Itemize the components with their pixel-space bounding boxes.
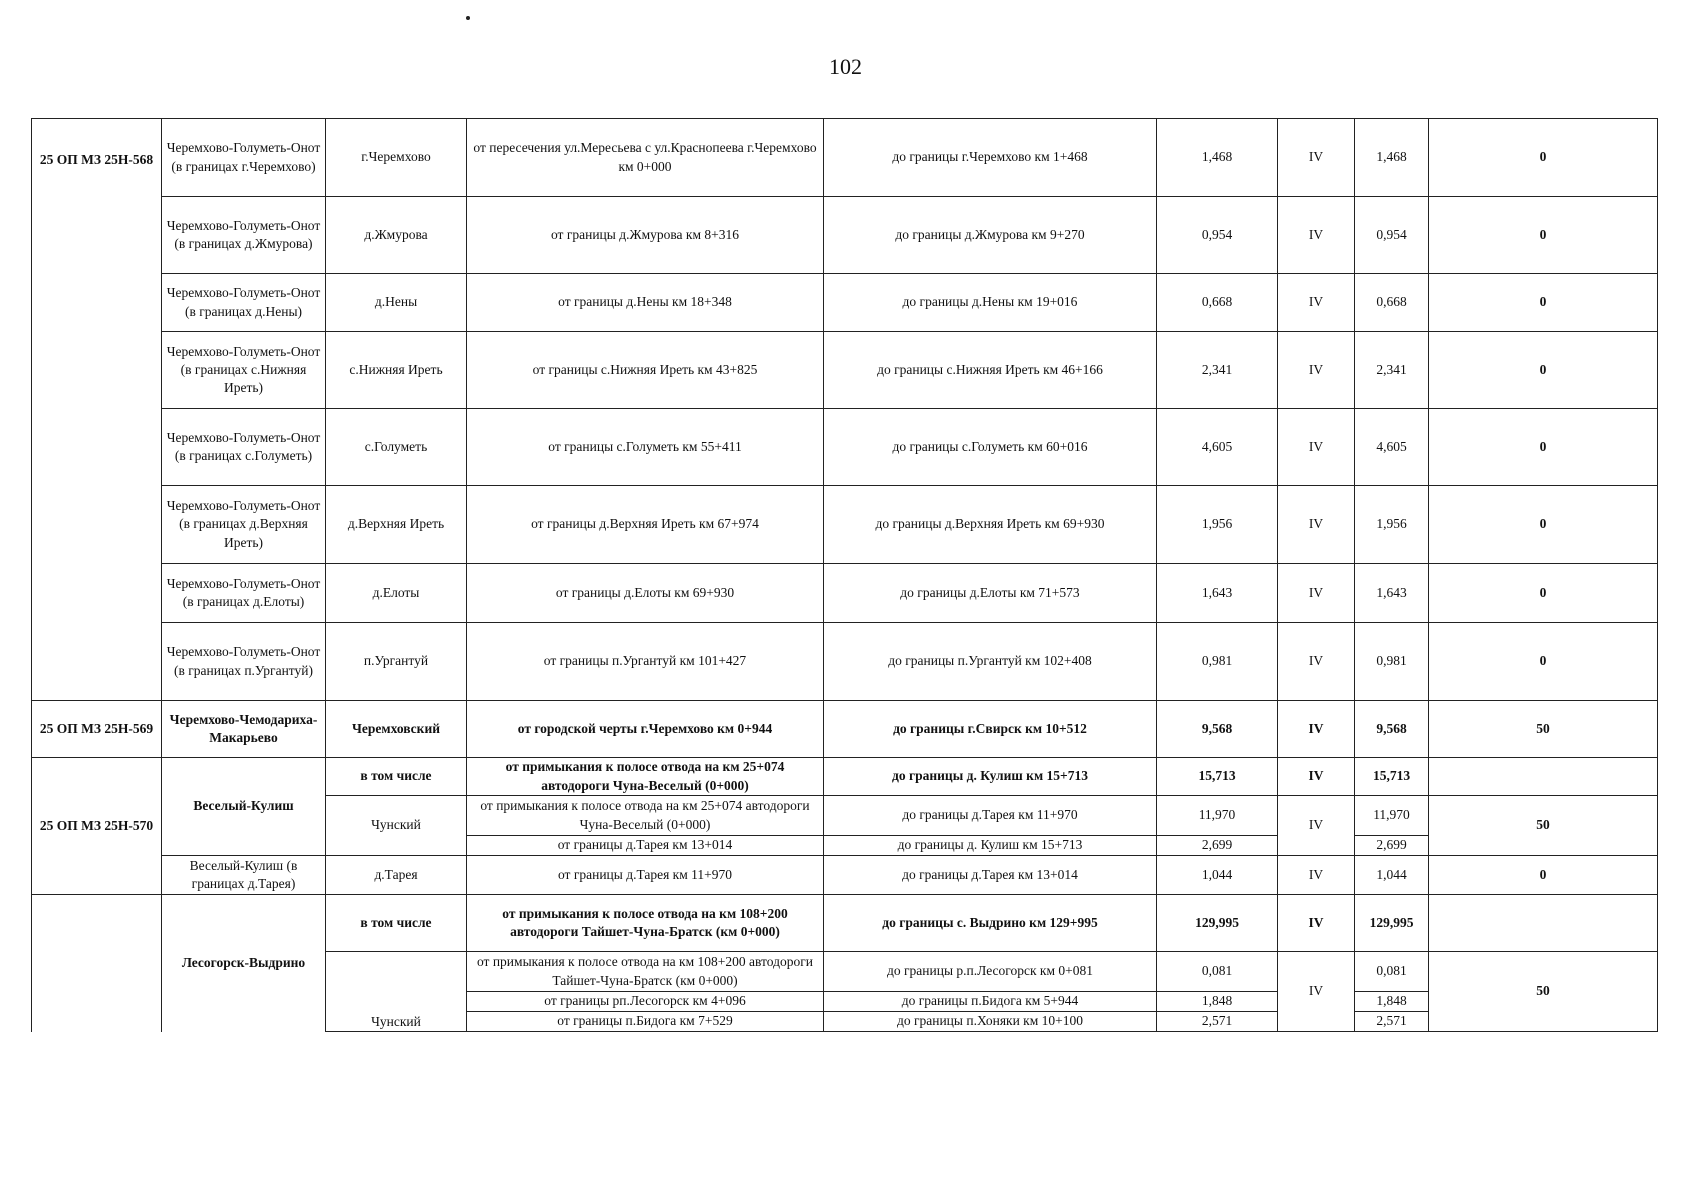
- segment-to: до границы д.Нены км 19+016: [824, 274, 1157, 332]
- segment-from: от пересечения ул.Мересьева с ул.Краснопеева г.Черемхово км 0+000: [467, 119, 824, 197]
- road-name: Черемхово-Голуметь-Онот (в границах г.Черемхово): [162, 119, 326, 197]
- table-row: [32, 758, 1658, 796]
- segment-from: от границы д.Тарея км 11+970: [467, 856, 824, 895]
- length-km: 2,571: [1157, 1012, 1278, 1032]
- surface-length: 4,605: [1355, 409, 1429, 486]
- surface-length: 1,643: [1355, 564, 1429, 623]
- segment-to: до границы д.Верхняя Иреть км 69+930: [824, 486, 1157, 564]
- length-km: 0,668: [1157, 274, 1278, 332]
- table-row: [32, 564, 1658, 623]
- segment-to: до границы с. Выдрино км 129+995: [824, 895, 1157, 952]
- surface-length: 1,468: [1355, 119, 1429, 197]
- segment-to: до границы п.Хоняки км 10+100: [824, 1012, 1157, 1032]
- surface-length: 1,044: [1355, 856, 1429, 895]
- other-value: 0: [1429, 623, 1658, 701]
- segment-to: до границы д.Тарея км 11+970: [824, 796, 1157, 836]
- district: Чунский: [326, 796, 467, 856]
- segment-from: от границы рп.Лесогорск км 4+096: [467, 992, 824, 1012]
- segment-from: от границы д.Жмурова км 8+316: [467, 197, 824, 274]
- length-km: 4,605: [1157, 409, 1278, 486]
- surface-length: 0,981: [1355, 623, 1429, 701]
- segment-to: до границы с.Нижняя Иреть км 46+166: [824, 332, 1157, 409]
- table-row: [32, 332, 1658, 409]
- surface-length: 2,699: [1355, 836, 1429, 856]
- table-row: [32, 409, 1658, 486]
- road-code: [32, 895, 162, 1032]
- roads-table: [31, 118, 1658, 1032]
- length-km: 1,848: [1157, 992, 1278, 1012]
- road-code: 25 ОП МЗ 25Н-569: [32, 701, 162, 758]
- segment-to: до границы д.Тарея км 13+014: [824, 856, 1157, 895]
- other-value: 50: [1429, 796, 1658, 856]
- road-category: IV: [1278, 564, 1355, 623]
- road-name: Черемхово-Голуметь-Онот (в границах с.Голуметь): [162, 409, 326, 486]
- length-km: 0,954: [1157, 197, 1278, 274]
- road-category: IV: [1278, 895, 1355, 952]
- road-category: IV: [1278, 758, 1355, 796]
- other-value: [1429, 758, 1658, 796]
- road-category: IV: [1278, 796, 1355, 856]
- other-value: 0: [1429, 274, 1658, 332]
- surface-length: 15,713: [1355, 758, 1429, 796]
- road-code: 25 ОП МЗ 25Н-570: [32, 758, 162, 895]
- table-row: [32, 197, 1658, 274]
- road-category: IV: [1278, 486, 1355, 564]
- segment-from: от границы д.Нены км 18+348: [467, 274, 824, 332]
- other-value: 0: [1429, 197, 1658, 274]
- length-km: 129,995: [1157, 895, 1278, 952]
- length-km: 9,568: [1157, 701, 1278, 758]
- segment-from: от границы п.Ургантуй км 101+427: [467, 623, 824, 701]
- segment-from: от границы п.Бидога км 7+529: [467, 1012, 824, 1032]
- segment-from: от примыкания к полосе отвода на км 108+200 автодороги Тайшет-Чуна-Братск (км 0+000): [467, 952, 824, 992]
- length-km: 2,699: [1157, 836, 1278, 856]
- other-value: 0: [1429, 564, 1658, 623]
- other-value: 0: [1429, 486, 1658, 564]
- length-km: 1,044: [1157, 856, 1278, 895]
- district: п.Ургантуй: [326, 623, 467, 701]
- segment-to: до границы д.Жмурова км 9+270: [824, 197, 1157, 274]
- road-name: Черемхово-Голуметь-Онот (в границах д.Жмурова): [162, 197, 326, 274]
- road-name: Черемхово-Голуметь-Онот (в границах д.Нены): [162, 274, 326, 332]
- segment-from: от границы с.Нижняя Иреть км 43+825: [467, 332, 824, 409]
- road-category: IV: [1278, 952, 1355, 1032]
- road-category: IV: [1278, 701, 1355, 758]
- surface-length: 0,954: [1355, 197, 1429, 274]
- surface-length: 2,571: [1355, 1012, 1429, 1032]
- segment-to: до границы д. Кулиш км 15+713: [824, 758, 1157, 796]
- segment-from: от примыкания к полосе отвода на км 25+074 автодороги Чуна-Веселый (0+000): [467, 796, 824, 836]
- other-value: 0: [1429, 332, 1658, 409]
- road-category: IV: [1278, 119, 1355, 197]
- length-km: 1,956: [1157, 486, 1278, 564]
- scan-speck: [466, 16, 470, 20]
- surface-length: 0,081: [1355, 952, 1429, 992]
- district: д.Нены: [326, 274, 467, 332]
- other-value: 50: [1429, 701, 1658, 758]
- segment-to: до границы г.Свирск км 10+512: [824, 701, 1157, 758]
- district: Черемховский: [326, 701, 467, 758]
- table-row: [32, 274, 1658, 332]
- road-category: IV: [1278, 856, 1355, 895]
- surface-length: 11,970: [1355, 796, 1429, 836]
- page-number: 102: [829, 54, 862, 79]
- surface-length: 9,568: [1355, 701, 1429, 758]
- road-name: Черемхово-Голуметь-Онот (в границах п.Ургантуй): [162, 623, 326, 701]
- district: д.Жмурова: [326, 197, 467, 274]
- road-name: Черемхово-Голуметь-Онот (в границах д.Верхняя Иреть): [162, 486, 326, 564]
- segment-to: до границы п.Ургантуй км 102+408: [824, 623, 1157, 701]
- other-value: 0: [1429, 856, 1658, 895]
- road-name: Веселый-Кулиш (в границах д.Тарея): [162, 856, 326, 895]
- other-value: 50: [1429, 952, 1658, 1032]
- length-km: 11,970: [1157, 796, 1278, 836]
- segment-to: до границы г.Черемхово км 1+468: [824, 119, 1157, 197]
- length-km: 0,081: [1157, 952, 1278, 992]
- surface-length: 2,341: [1355, 332, 1429, 409]
- segment-from: от примыкания к полосе отвода на км 108+200 автодороги Тайшет-Чуна-Братск (км 0+000): [467, 895, 824, 952]
- road-name: Черемхово-Чемодариха-Макарьево: [162, 701, 326, 758]
- road-name: Веселый-Кулиш: [162, 758, 326, 856]
- other-value: 0: [1429, 409, 1658, 486]
- surface-length: 1,956: [1355, 486, 1429, 564]
- road-category: IV: [1278, 197, 1355, 274]
- road-category: IV: [1278, 623, 1355, 701]
- table-row: [32, 895, 1658, 952]
- surface-length: 1,848: [1355, 992, 1429, 1012]
- district: в том числе: [326, 758, 467, 796]
- district: Чунский: [326, 952, 467, 1032]
- length-km: 0,981: [1157, 623, 1278, 701]
- road-category: IV: [1278, 332, 1355, 409]
- district: г.Черемхово: [326, 119, 467, 197]
- district: с.Голуметь: [326, 409, 467, 486]
- district: д.Тарея: [326, 856, 467, 895]
- segment-from: от границы д.Тарея км 13+014: [467, 836, 824, 856]
- segment-from: от городской черты г.Черемхово км 0+944: [467, 701, 824, 758]
- length-km: 2,341: [1157, 332, 1278, 409]
- segment-from: от границы д.Елоты км 69+930: [467, 564, 824, 623]
- length-km: 15,713: [1157, 758, 1278, 796]
- segment-to: до границы д. Кулиш км 15+713: [824, 836, 1157, 856]
- length-km: 1,468: [1157, 119, 1278, 197]
- segment-to: до границы п.Бидога км 5+944: [824, 992, 1157, 1012]
- length-km: 1,643: [1157, 564, 1278, 623]
- road-name: Лесогорск-Выдрино: [162, 895, 326, 1032]
- district: д.Елоты: [326, 564, 467, 623]
- segment-from: от границы с.Голуметь км 55+411: [467, 409, 824, 486]
- surface-length: 129,995: [1355, 895, 1429, 952]
- other-value: [1429, 895, 1658, 952]
- segment-to: до границы р.п.Лесогорск км 0+081: [824, 952, 1157, 992]
- table-row: [32, 701, 1658, 758]
- road-code: 25 ОП МЗ 25Н-568: [32, 119, 162, 701]
- road-name: Черемхово-Голуметь-Онот (в границах с.Нижняя Иреть): [162, 332, 326, 409]
- road-name: Черемхово-Голуметь-Онот (в границах д.Елоты): [162, 564, 326, 623]
- road-category: IV: [1278, 409, 1355, 486]
- other-value: 0: [1429, 119, 1658, 197]
- surface-length: 0,668: [1355, 274, 1429, 332]
- road-category: IV: [1278, 274, 1355, 332]
- district: с.Нижняя Иреть: [326, 332, 467, 409]
- table-row: [32, 486, 1658, 564]
- segment-to: до границы д.Елоты км 71+573: [824, 564, 1157, 623]
- segment-to: до границы с.Голуметь км 60+016: [824, 409, 1157, 486]
- segment-from: от примыкания к полосе отвода на км 25+074 автодороги Чуна-Веселый (0+000): [467, 758, 824, 796]
- table-row: [32, 623, 1658, 701]
- district: д.Верхняя Иреть: [326, 486, 467, 564]
- district: в том числе: [326, 895, 467, 952]
- table-row: [32, 856, 1658, 895]
- table-row: [32, 119, 1658, 197]
- segment-from: от границы д.Верхняя Иреть км 67+974: [467, 486, 824, 564]
